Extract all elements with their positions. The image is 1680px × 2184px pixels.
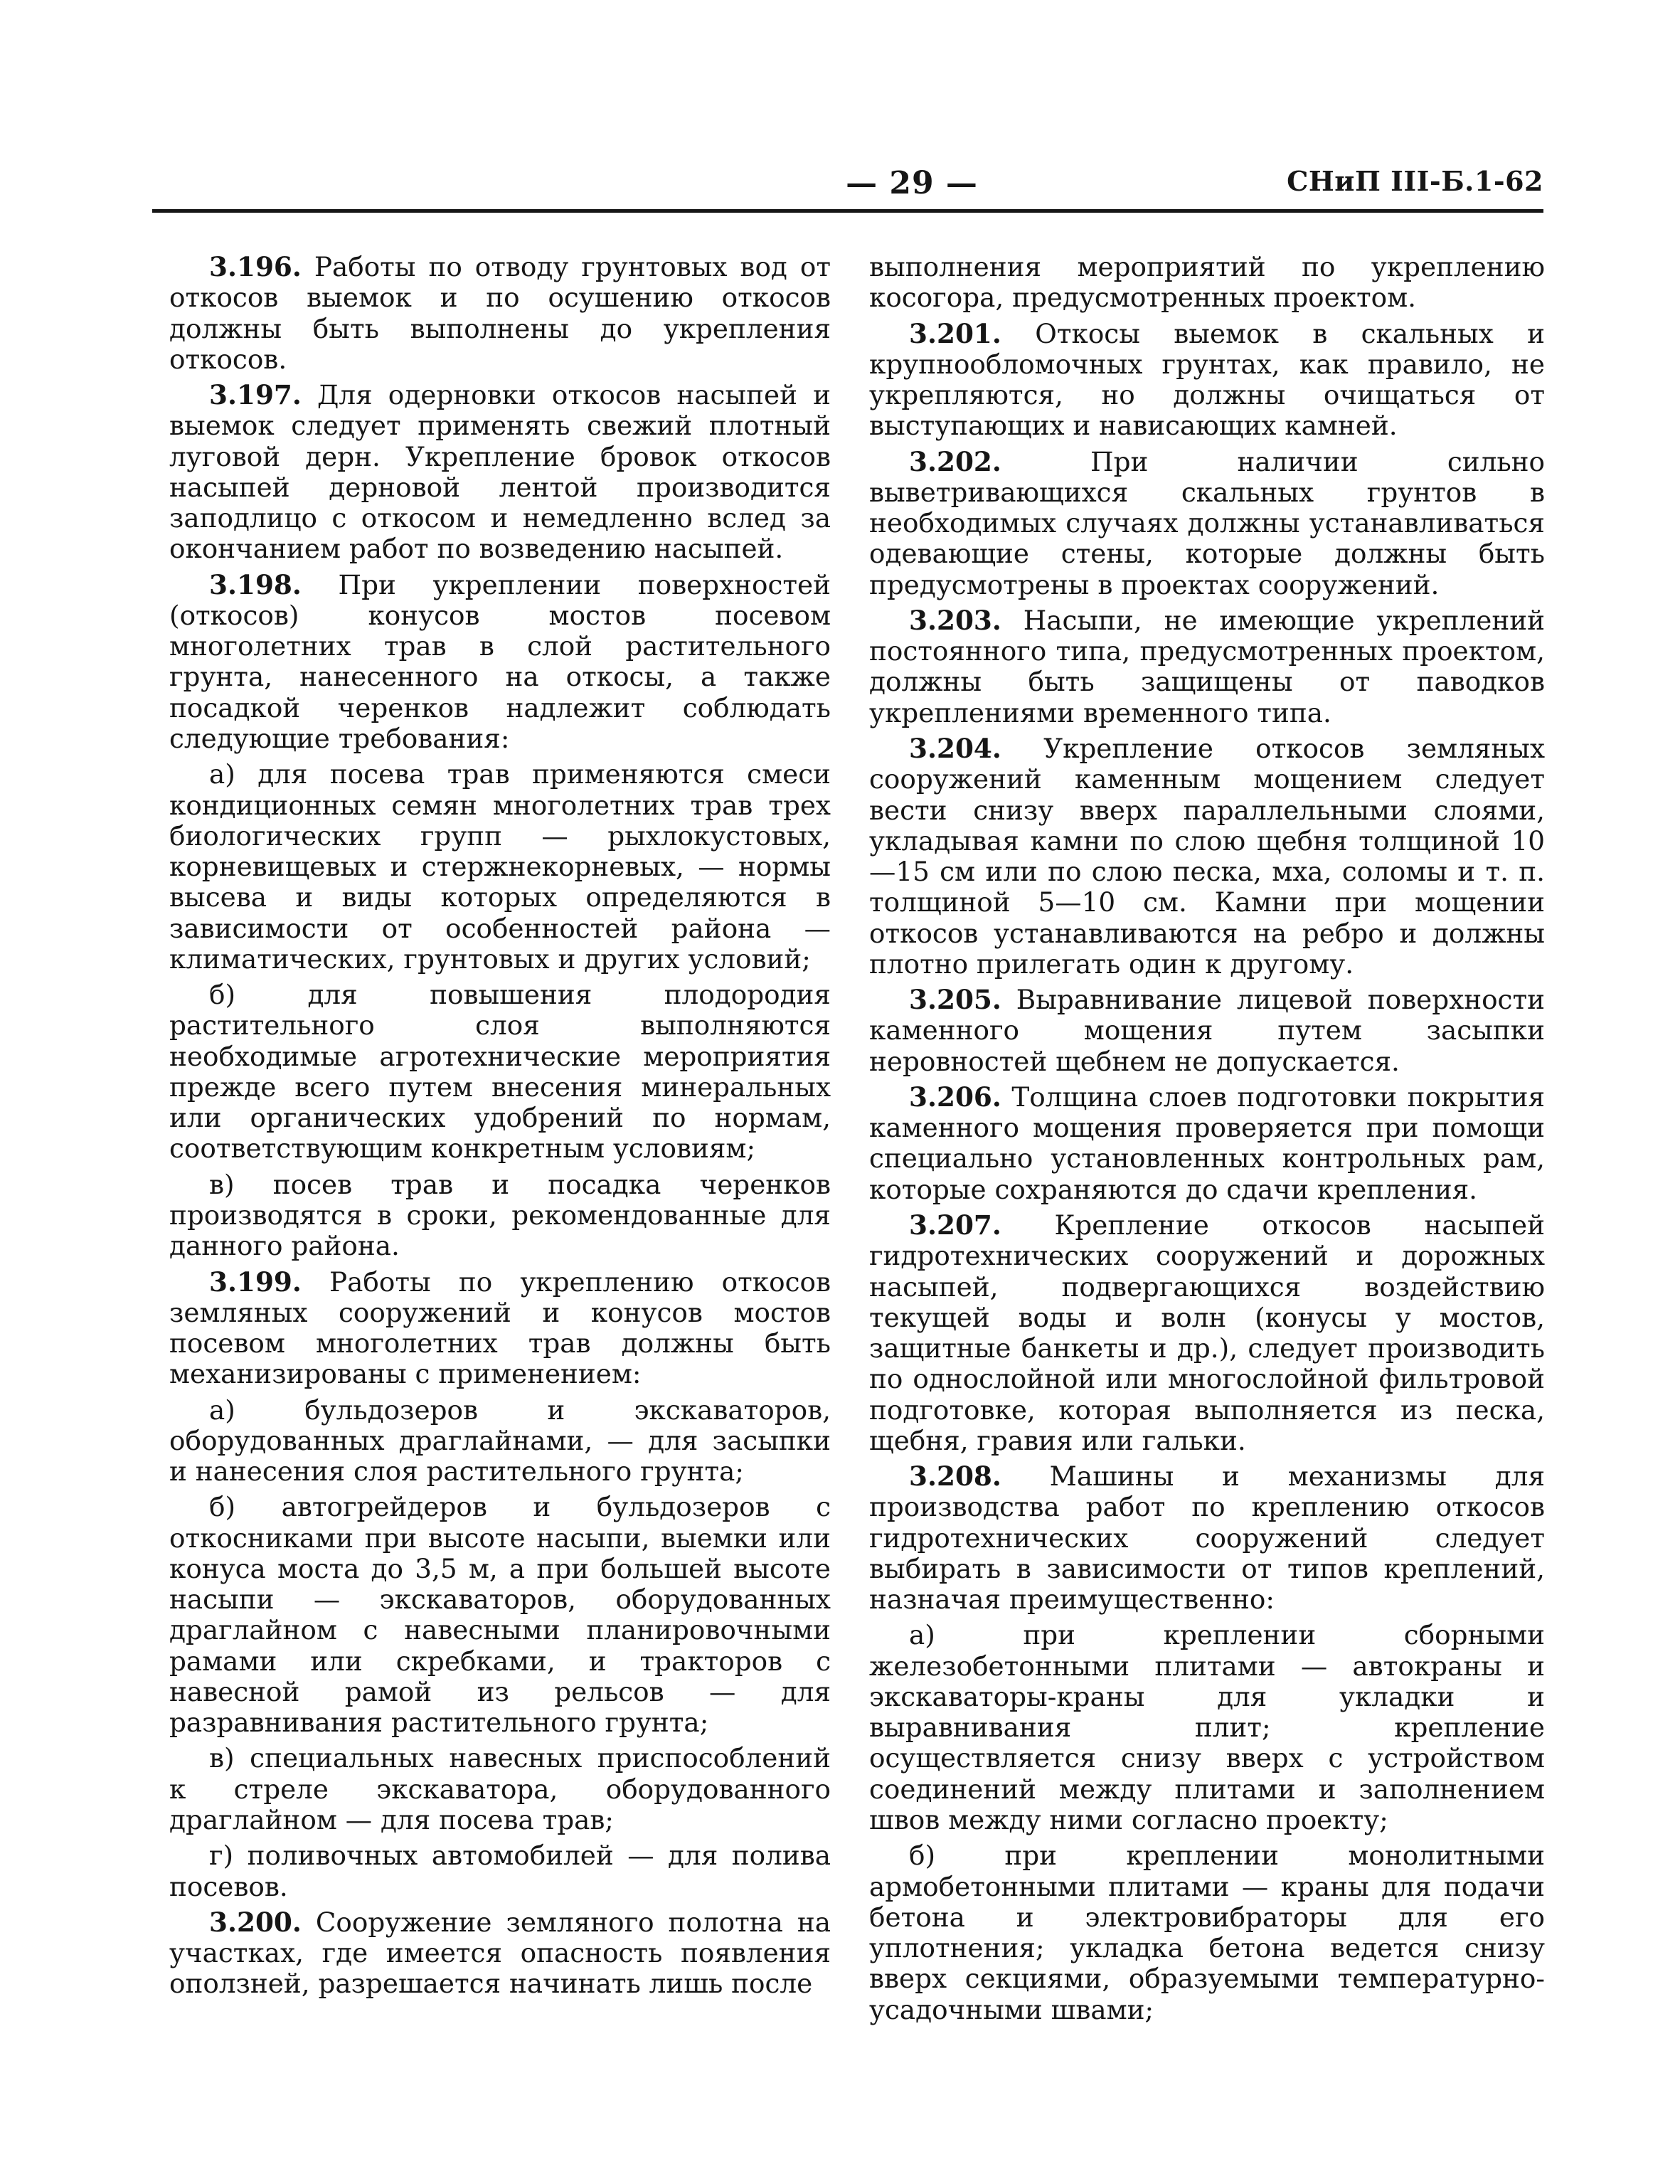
clause-number: 3.196. (209, 251, 302, 282)
clause-number: 3.198. (209, 568, 302, 600)
clause-text: в) посев трав и посадка черенков производятся в сроки, рекомендованные для данного района. (169, 1168, 831, 1262)
clause-text: Выравнивание лицевой поверхности каменного мощения путем засыпки неровностей щебнем не допускается. (869, 984, 1545, 1077)
clause-item (169, 1395, 831, 1488)
clause-text: Работы по укреплению откосов земляных сооружений и конусов мостов посевом многолетних трав должны быть механизированы с применением: (169, 1266, 831, 1390)
document-code: СНиП III-Б.1-62 (1287, 165, 1543, 197)
clause-text: в) специальных навесных приспособлений к стреле экскаватора, оборудованного драглайном — для посева трав; (169, 1742, 831, 1836)
clause-number: 3.201. (909, 317, 1001, 349)
clause-item (169, 759, 831, 975)
clause-text: При укреплении поверхностей (откосов) конусов мостов посевом многолетних трав в слой растительного грунта, нанесенного на откосы, а также посадкой черенков надлежит соблюдать следующие требования: (169, 568, 831, 754)
clause-number: 3.200. (209, 1906, 302, 1938)
page-header (152, 165, 1543, 208)
clause-text: Машины и механизмы для производства работ по креплению откосов гидротехнических сооружений следует выбирать в зависимости от типов креплений, назначая преимущественно: (869, 1461, 1545, 1616)
clause-paragraph (169, 252, 831, 375)
right-column (869, 252, 1545, 2030)
clause-text: Сооружение земляного полотна на участках, где имеется опасность появления оползней, разрешается начинать лишь после (169, 1906, 831, 2000)
clause-paragraph (869, 1210, 1545, 1456)
clause-item (169, 1170, 831, 1262)
clause-number: 3.197. (209, 379, 302, 411)
clause-paragraph (869, 447, 1545, 600)
clause-text: Откосы выемок в скальных и крупнообломочных грунтах, как правило, не укрепляются, но должны очищаться от выступающих и нависающих камней. (869, 317, 1545, 442)
page-number: — 29 — (846, 165, 978, 201)
clause-number: 3.208. (909, 1461, 1001, 1493)
clause-item (169, 1492, 831, 1738)
clause-number: 3.204. (909, 732, 1001, 764)
clause-paragraph (869, 1461, 1545, 1615)
clause-paragraph (169, 1267, 831, 1390)
clause-text: а) при креплении сборными железобетонными плитами — автокраны и экскаваторы-краны для укладки и выравнивания плит; крепление осуществляется снизу вверх с устройством соединений между плитами и заполнением швов между ними согласно проекту; (869, 1619, 1545, 1836)
clause-text: выполнения мероприятий по укреплению косогора, предусмотренных проектом. (869, 251, 1545, 314)
clause-text: а) для посева трав применяются смеси кондиционных семян многолетних трав трех биологических групп — рыхлокустовых, корневищевых и стержнекорневых, — нормы высева и виды которых определяются в зависимости от особенностей района — климатических, грунтовых и других условий; (169, 758, 831, 975)
clause-paragraph (169, 380, 831, 565)
clause-paragraph (869, 733, 1545, 980)
clause-item (869, 252, 1545, 314)
clause-number: 3.205. (909, 984, 1001, 1016)
clause-paragraph (869, 319, 1545, 442)
clause-number: 3.207. (909, 1209, 1001, 1241)
clause-text: Укрепление откосов земляных сооружений каменным мощением следует вести снизу вверх параллельными слоями, укладывая камни по слою щебня толщиной 10—15 см или по слою песка, мха, соломы и т. п. толщиной 5—10 см. Камни при мощении откосов устанавливаются на ребро и должны плотно прилегать один к другому. (869, 732, 1546, 980)
clause-item (169, 980, 831, 1165)
clause-text: При наличии сильно выветривающихся скальных грунтов в необходимых случаях должны устанавливаться одевающие стены, которые должны быть предусмотрены в проектах сооружений. (869, 445, 1545, 600)
clause-item (869, 1840, 1545, 2025)
clause-number: 3.206. (909, 1081, 1001, 1113)
clause-text: Работы по отводу грунтовых вод от откосов выемок и по осушению откосов должны быть выполнены до укрепления откосов. (169, 251, 831, 375)
left-column (169, 252, 831, 2005)
clause-text: б) при креплении монолитными армобетонными плитами — краны для подачи бетона и электровибраторы для его уплотнения; укладка бетона ведется снизу вверх секциями, образуемыми температурно-усадочными швами; (869, 1840, 1545, 2025)
clause-item (169, 1840, 831, 1902)
clause-text: а) бульдозеров и экскаваторов, оборудованных драглайнами, — для засыпки и нанесения слоя растительного грунта; (169, 1394, 831, 1488)
clause-paragraph (169, 570, 831, 755)
clause-paragraph (869, 1082, 1545, 1205)
clause-text: Насыпи, не имеющие укреплений постоянного типа, предусмотренных проектом, должны быть защищены от паводков укреплениями временного типа. (869, 604, 1545, 728)
clause-text: Толщина слоев подготовки покрытия каменного мощения проверяется при помощи специально установленных контрольных рам, которые сохраняются до сдачи крепления. (869, 1081, 1545, 1205)
clause-text: б) для повышения плодородия растительного слоя выполняются необходимые агротехнические мероприятия прежде всего путем внесения минеральных или органических удобрений по нормам, соответствующим конкретным условиям; (169, 979, 831, 1165)
clause-item (869, 1620, 1545, 1835)
clause-text: Крепление откосов насыпей гидротехнических сооружений и дорожных насыпей, подвергающихся воздействию текущей воды и волн (конусы у мостов, защитные банкеты и др.), следует производить по однослойной или многослойной фильтровой подготовке, которая выполняется из песка, щебня, гравия или гальки. (869, 1209, 1545, 1456)
clause-paragraph (869, 985, 1545, 1077)
clause-paragraph (169, 1907, 831, 2000)
clause-number: 3.203. (909, 604, 1001, 636)
clause-number: 3.199. (209, 1266, 302, 1298)
clause-text: б) автогрейдеров и бульдозеров с откосниками при высоте насыпи, выемки или конуса моста до 3,5 м, а при большей высоте насыпи — экскаваторов, оборудованных драглайном с навесными планировочными рамами или скребками, и тракторов с навесной рамой из рельсов — для разравнивания растительного грунта; (169, 1491, 831, 1739)
clause-item (169, 1743, 831, 1835)
clause-number: 3.202. (909, 445, 1001, 477)
clause-paragraph (869, 605, 1545, 728)
header-divider (152, 209, 1543, 213)
clause-text: Для одерновки откосов насыпей и выемок следует применять свежий плотный луговой дерн. Укрепление бровок откосов насыпей дерновой лентой производится заподлицо с откосом и немедленно вслед за окончанием работ по возведению насыпей. (169, 379, 831, 565)
clause-text: г) поливочных автомобилей — для полива посевов. (169, 1840, 831, 1902)
